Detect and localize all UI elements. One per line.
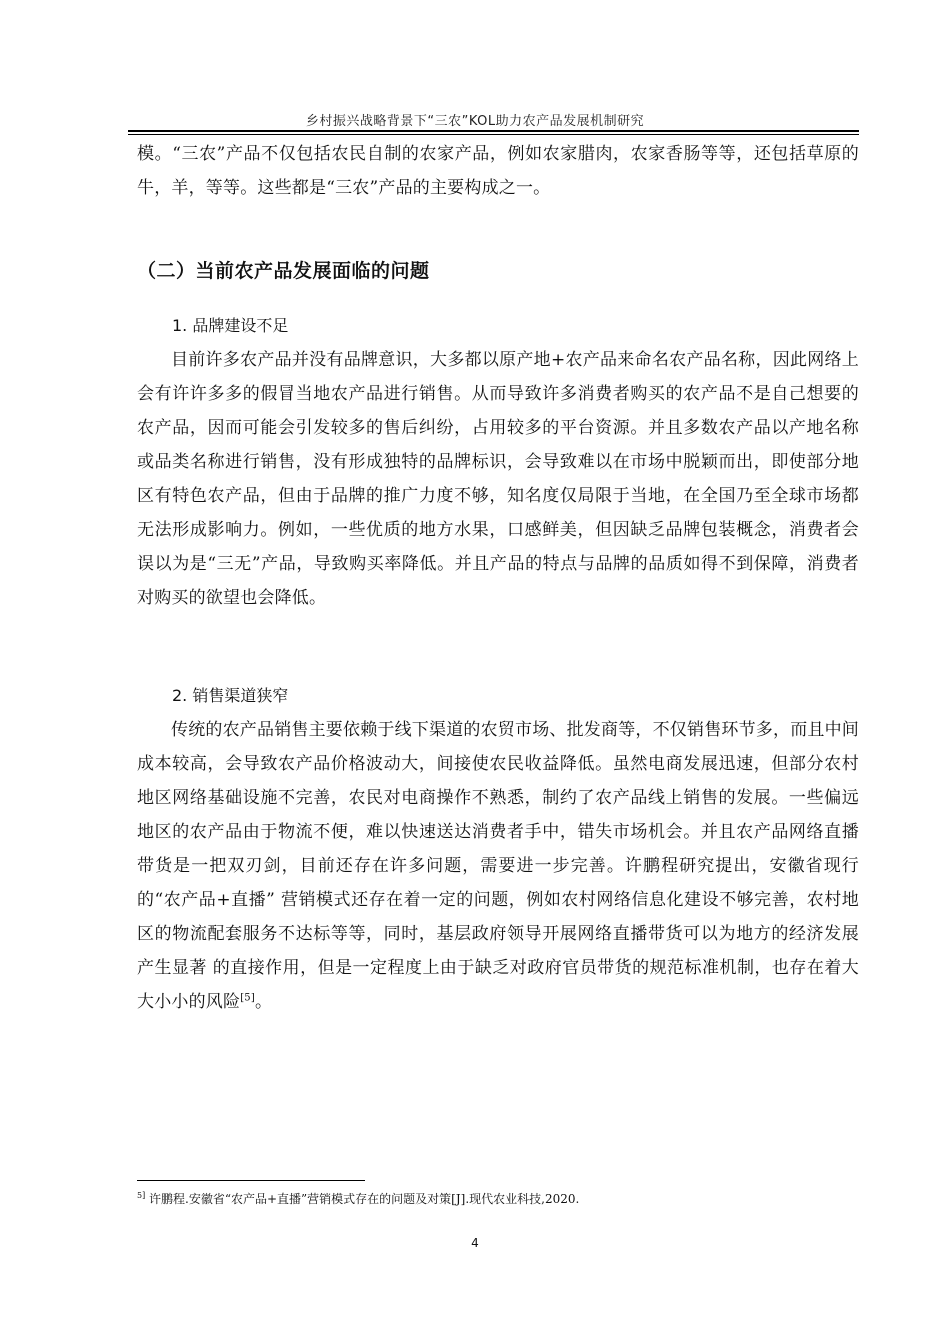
paragraph-channels [137, 713, 859, 1019]
subsection-heading-channels: 2. 销售渠道狭窄 [172, 686, 289, 705]
footnote-separator [137, 1180, 365, 1181]
header-rule-thick [128, 130, 859, 132]
paragraph-brand: 目前许多农产品并没有品牌意识，大多都以原产地+农产品来命名农产品名称，因此网络上会有许许多多的假冒当地农产品进行销售。从而导致许多消费者购买的农产品不是自己想要的农产品，因而可能会引发较多的售后纠纷，占用较多的平台资源。并且多数农产品以产地名称或品类名称进行销售，没有形成独特的品牌标识，会导致难以在市场中脱颖而出，即使部分地区有特色农产品，但由于品牌的推广力度不够，知名度仅局限于当地，在全国乃至全球市场都无法形成影响力。例如，一些优质的地方水果，口感鲜美，但因缺乏品牌包装概念，消费者会误以为是“三无”产品，导致购买率降低。并且产品的特点与品牌的品质如得不到保障，消费者对购买的欲望也会降低。 [137, 350, 859, 608]
footnote-text: 许鹏程.安徽省“农产品+直播”营销模式存在的问题及对策[J].现代农业科技,2020. [145, 1192, 580, 1206]
paragraph-channels-text: 传统的农产品销售主要依赖于线下渠道的农贸市场、批发商等，不仅销售环节多，而且中间成本较高，会导致农产品价格波动大，间接使农民收益降低。虽然电商发展迅速，但部分农村地区网络基础设施不完善，农民对电商操作不熟悉，制约了农产品线上销售的发展。一些偏远地区的农产品由于物流不便，难以快速送达消费者手中，错失市场机会。并且农产品网络直播带货是一把双刃剑，目前还存在许多问题，需要进一步完善。许鹏程研究提出，安徽省现行的“农产品+直播” 营销模式还存在着一定的问题，例如农村网络信息化建设不够完善，农村地区的物流配套服务不达标等等，同时，基层政府领导开展网络直播带货可以为地方的经济发展产生显著 的直接作用，但是一定程度上由于缺乏对政府官员带货的规范标准机制，也存在着大大小小的风险 [137, 720, 859, 1012]
footnote [137, 1190, 859, 1208]
header-rule-thin [128, 134, 859, 135]
paragraph-channels-end: 。 [254, 992, 273, 1012]
section-heading: （二）当前农产品发展面临的问题 [137, 260, 430, 282]
citation-marker[interactable]: [5] [240, 992, 255, 1004]
running-header-title: 乡村振兴战略背景下“三农”KOL助力农产品发展机制研究 [305, 114, 645, 129]
intro-paragraph: 模。“三农”产品不仅包括农民自制的农家产品，例如农家腊肉，农家香肠等等，还包括草原的牛，羊，等等。这些都是“三农”产品的主要构成之一。 [137, 144, 859, 198]
footnote-marker: 5] [137, 1191, 146, 1200]
subsection-heading-brand: 1. 品牌建设不足 [172, 316, 289, 335]
page-number: 4 [471, 1236, 479, 1250]
